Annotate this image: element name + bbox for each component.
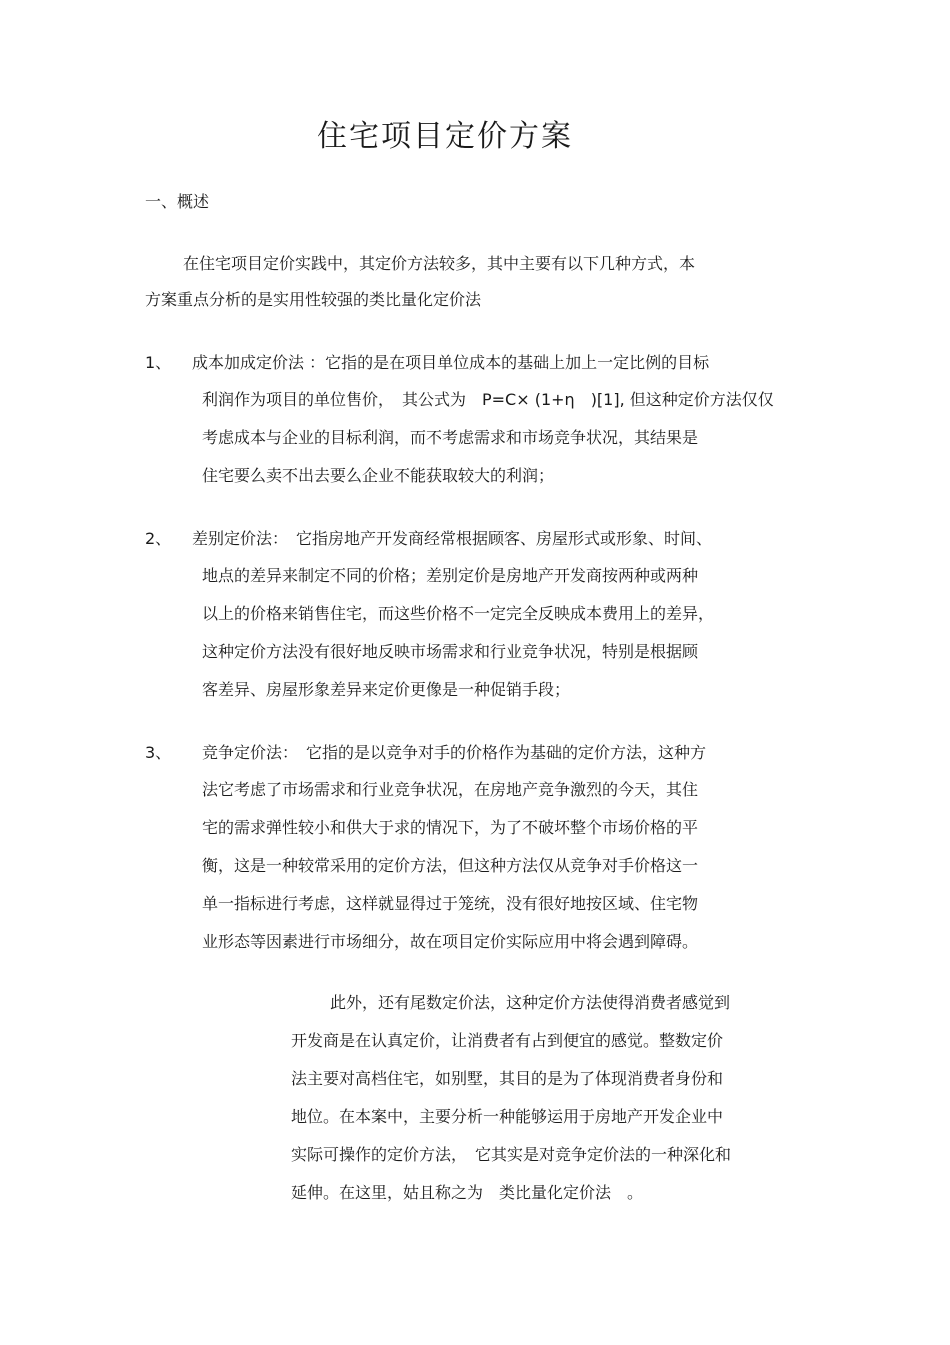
item-number: 3、	[145, 743, 172, 762]
item-3-line: 宅的需求弹性较小和供大于求的情况下，为了不破坏整个市场价格的平	[202, 818, 699, 837]
closing-line: 法主要对高档住宅，如别墅，其目的是为了体现消费者身份和	[291, 1069, 724, 1088]
item-3-line: 单一指标进行考虑，这样就显得过于笼统，没有很好地按区域、住宅物	[202, 894, 699, 913]
closing-line: 实际可操作的定价方法， 它其实是对竞争定价法的一种深化和	[291, 1145, 732, 1164]
item-2-line: 差别定价法： 它指房地产开发商经常根据顾客、房屋形式或形象、时间、	[192, 529, 713, 548]
item-1-line: 利润作为项目的单位售价， 其公式为 P=C× (1+η )[1], 但这种定价方法仅仅	[202, 390, 774, 409]
item-1-line: 考虑成本与企业的目标利润，而不考虑需求和市场竞争状况，其结果是	[202, 428, 699, 447]
item-3-line: 业形态等因素进行市场细分，故在项目定价实际应用中将会遇到障碍。	[202, 932, 699, 951]
item-3-line: 法它考虑了市场需求和行业竞争状况，在房地产竞争激烈的今天，其住	[202, 780, 699, 799]
item-3-line: 竞争定价法： 它指的是以竞争对手的价格作为基础的定价方法，这种方	[202, 743, 707, 762]
document-title: 住宅项目定价方案	[317, 119, 573, 154]
closing-line: 延伸。在这里，姑且称之为 类比量化定价法 。	[291, 1183, 644, 1202]
closing-line: 地位。在本案中，主要分析一种能够运用于房地产开发企业中	[291, 1107, 724, 1126]
item-3-line: 衡，这是一种较常采用的定价方法，但这种方法仅从竞争对手价格这一	[202, 856, 699, 875]
item-2-line: 这种定价方法没有很好地反映市场需求和行业竞争状况，特别是根据顾	[202, 642, 699, 661]
section-heading-overview: 一、概述	[145, 192, 210, 211]
intro-line: 方案重点分析的是实用性较强的类比量化定价法	[145, 290, 482, 309]
item-1-line: 成本加成定价法 ：它指的是在项目单位成本的基础上加上一定比例的目标	[192, 353, 710, 372]
item-2-line: 客差异、房屋形象差异来定价更像是一种促销手段；	[202, 680, 571, 699]
closing-line: 此外，还有尾数定价法，这种定价方法使得消费者感觉到	[330, 993, 731, 1012]
intro-line: 在住宅项目定价实践中，其定价方法较多，其中主要有以下几种方式，本	[183, 254, 696, 273]
item-number: 1、	[145, 353, 172, 372]
closing-line: 开发商是在认真定价，让消费者有占到便宜的感觉。整数定价	[291, 1031, 724, 1050]
item-1-line: 住宅要么卖不出去要么企业不能获取较大的利润；	[202, 466, 555, 485]
item-2-line: 以上的价格来销售住宅，而这些价格不一定完全反映成本费用上的差异，	[202, 604, 715, 623]
item-number: 2、	[145, 529, 172, 548]
item-2-line: 地点的差异来制定不同的价格；差别定价是房地产开发商按两种或两种	[202, 566, 699, 585]
